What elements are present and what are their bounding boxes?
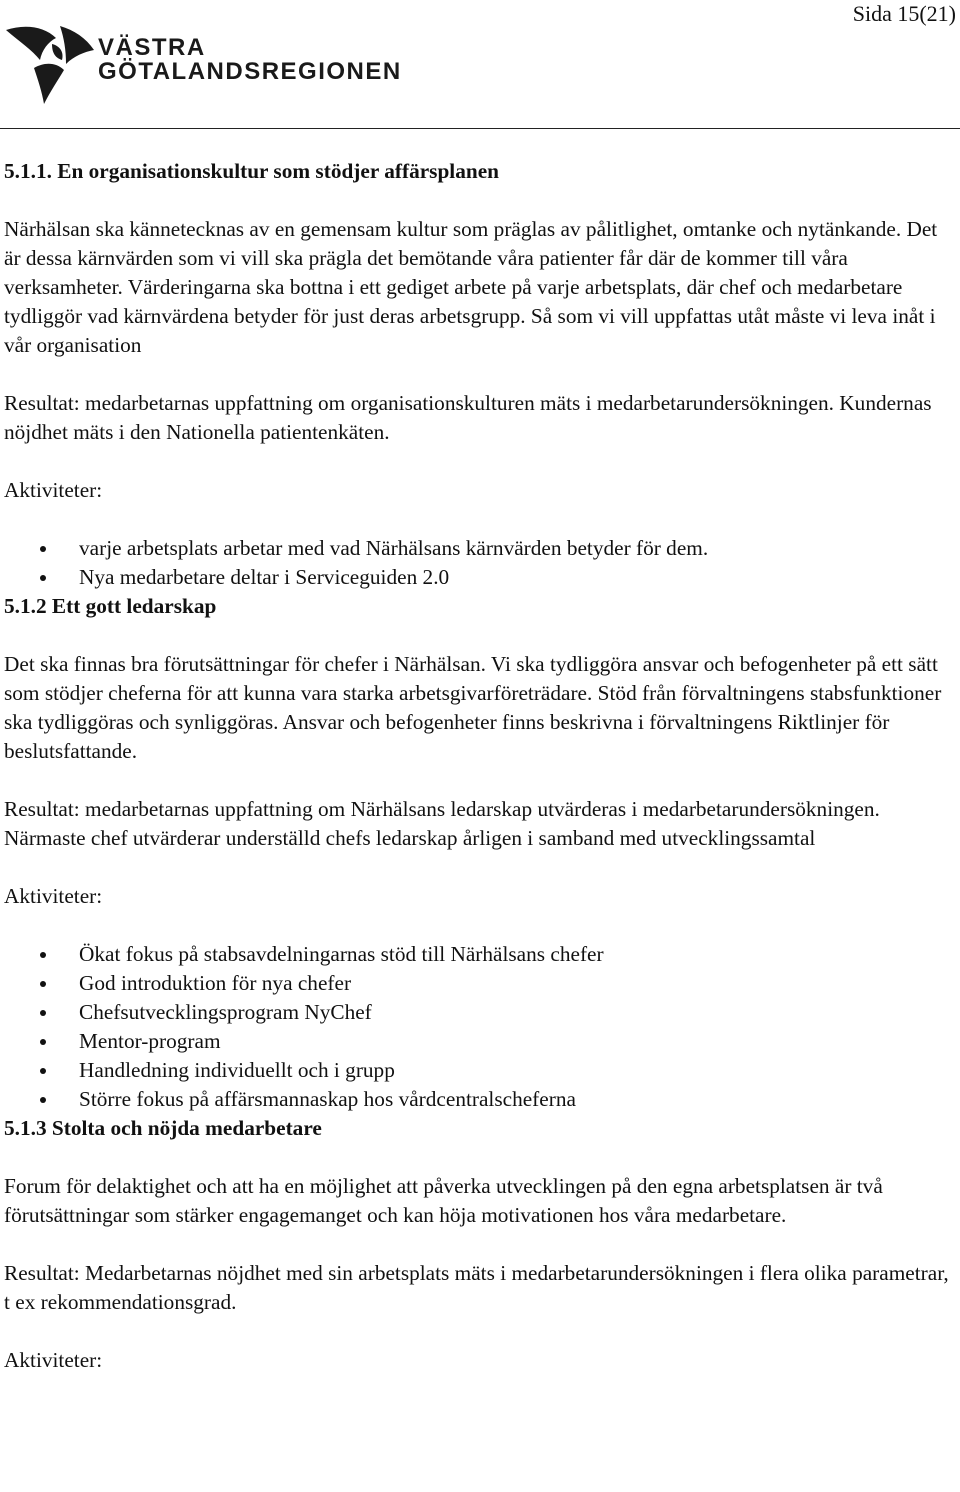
logo-line-1: VÄSTRA: [98, 34, 206, 61]
organization-logo: [4, 22, 402, 106]
list-item: varje arbetsplats arbetar med vad Närhälsans kärnvärden betyder för dem.: [4, 534, 954, 563]
list-item: Handledning individuellt och i grupp: [4, 1056, 954, 1085]
section-511-result: Resultat: medarbetarnas uppfattning om organisationskulturen mäts i medarbetarundersökningen. Kundernas nöjdhet mäts i den Nationella patientenkäten.: [4, 391, 932, 444]
header-divider: [0, 128, 960, 129]
section-511-body: Närhälsan ska kännetecknas av en gemensam kultur som präglas av pålitlighet, omtanke och nytänkande. Det är dessa kärnvärden som vi vill ska prägla det bemötande våra patienter får där de kommer till våra verksamheter. Värderingarna ska bottna i ett gediget arbete på varje arbetsplats, där chef och medarbetare tydliggör vad kärnvärdena betyder för just deras arbetsgrupp. Så som vi vill uppfattas utåt måste vi leva inåt i vår organisation: [4, 217, 938, 357]
bullet-icon: [40, 1068, 46, 1074]
document-body: [4, 157, 954, 1375]
list-item: Större fokus på affärsmannaskap hos vårdcentralscheferna: [4, 1085, 954, 1114]
bullet-icon: [40, 546, 46, 552]
vgr-logo-mark-icon: [4, 22, 96, 106]
list-item: Mentor-program: [4, 1027, 954, 1056]
bullet-icon: [40, 1039, 46, 1045]
bullet-icon: [40, 952, 46, 958]
bullet-icon: [40, 981, 46, 987]
logo-line-2: GÖTALANDSREGIONEN: [98, 58, 402, 85]
section-511-activity-list: [4, 534, 954, 592]
list-item: Chefsutvecklingsprogram NyChef: [4, 998, 954, 1027]
bullet-icon: [40, 575, 46, 581]
bullet-icon: [40, 1097, 46, 1103]
section-512-activity-list: [4, 940, 954, 1114]
list-item: God introduktion för nya chefer: [4, 969, 954, 998]
section-heading-513: 5.1.3 Stolta och nöjda medarbetare: [4, 1116, 322, 1140]
section-513-result: Resultat: Medarbetarnas nöjdhet med sin arbetsplats mäts i medarbetarundersökningen i flera olika parametrar, t ex rekommendationsgrad.: [4, 1261, 949, 1314]
section-heading-511: 5.1.1. En organisationskultur som stödjer affärsplanen: [4, 159, 500, 183]
section-512-result: Resultat: medarbetarnas uppfattning om Närhälsans ledarskap utvärderas i medarbetarundersökningen. Närmaste chef utvärderar underställd chefs ledarskap årligen i samband med utvecklingssamtal: [4, 797, 880, 850]
section-512-activities-label: Aktiviteter:: [4, 884, 103, 908]
list-item: Nya medarbetare deltar i Serviceguiden 2.0: [4, 563, 954, 592]
section-heading-512: 5.1.2 Ett gott ledarskap: [4, 594, 217, 618]
section-513-body: Forum för delaktighet och att ha en möjlighet att påverka utvecklingen på den egna arbetsplatsen är två förutsättningar som stärker engagemanget och kan höja motivationen hos våra medarbetare.: [4, 1174, 883, 1227]
section-513-activities-label: Aktiviteter:: [4, 1348, 103, 1372]
section-512-body: Det ska finnas bra förutsättningar för chefer i Närhälsan. Vi ska tydliggöra ansvar och befogenheter på ett sätt som stödjer cheferna för att kunna vara starka arbetsgivarföreträdare. Stöd från förvaltningens stabsfunktioner ska tydliggöras och synliggöras. Ansvar och befogenheter finns beskrivna i förvaltningens Riktlinjer för beslutsfattande.: [4, 652, 942, 763]
page-number: Sida 15(21): [852, 1, 956, 26]
bullet-icon: [40, 1010, 46, 1016]
list-item: Ökat fokus på stabsavdelningarnas stöd till Närhälsans chefer: [4, 940, 954, 969]
section-511-activities-label: Aktiviteter:: [4, 478, 103, 502]
